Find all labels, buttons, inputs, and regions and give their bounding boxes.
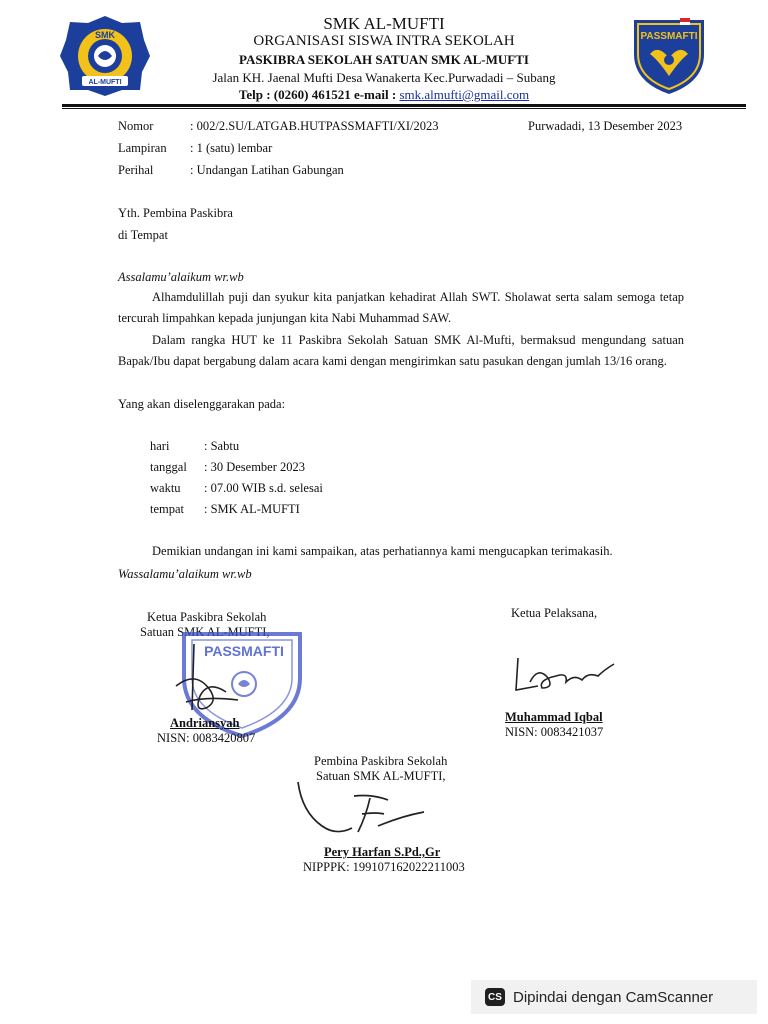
event-intro: Yang akan diselenggarakan pada:: [118, 397, 286, 411]
camscanner-text: Dipindai dengan CamScanner: [513, 988, 714, 1006]
right-signer-name: Muhammad Iqbal: [505, 710, 603, 724]
email-link[interactable]: smk.almufti@gmail.com: [399, 87, 530, 102]
paragraph-1-text: Alhamdulillah puji dan syukur kita panjatkan kehadirat Allah SWT. Sholawat serta salam semoga tetap tercurah limpahkan kepada junjungan kita Nabi Muhammad SAW.: [118, 290, 684, 325]
detail-value: : SMK AL-MUFTI: [204, 502, 300, 516]
greeting: Assalamu’alaikum wr.wb: [118, 270, 244, 284]
lampiran-value: : 1 (satu) lembar: [190, 141, 273, 155]
detail-row: [150, 481, 323, 496]
detail-value: : Sabtu: [204, 439, 240, 453]
left-signer-name: Andriansyah: [170, 716, 240, 730]
letter-date: Purwadadi, 13 Desember 2023: [528, 119, 683, 133]
nomor-value: : 002/2.SU/LATGAB.HUTPASSMAFTI/XI/2023: [190, 119, 439, 133]
center-signer-title-1: Pembina Paskibra Sekolah: [314, 754, 448, 768]
logo-right-text: PASSMAFTI: [640, 31, 698, 42]
left-signature: [166, 640, 246, 718]
detail-label: hari: [150, 439, 170, 453]
detail-label: tempat: [150, 502, 185, 516]
logo-left-top-text: SMK: [95, 30, 115, 40]
detail-value: : 30 Desember 2023: [204, 460, 306, 474]
left-signer-id: NISN: 0083420807: [157, 731, 256, 745]
school-name: SMK AL-MUFTI: [323, 14, 445, 33]
detail-label: waktu: [150, 481, 181, 495]
meta-perihal: [118, 163, 344, 178]
perihal-value: : Undangan Latihan Gabungan: [190, 163, 344, 177]
center-signer-title-2: Satuan SMK AL-MUFTI,: [316, 769, 446, 783]
camscanner-banner: [471, 980, 757, 1014]
perihal-label: Perihal: [118, 163, 154, 177]
meta-lampiran: [118, 141, 272, 156]
header-rule-thick: [62, 104, 746, 107]
phone-text: Telp : (0260) 461521 e-mail :: [238, 87, 400, 102]
detail-row: [150, 439, 239, 454]
paragraph-2: [118, 330, 684, 372]
center-signature: [292, 776, 442, 846]
detail-label: tanggal: [150, 460, 187, 474]
school-address: Jalan KH. Jaenal Mufti Desa Wanakerta Kec.Purwadadi – Subang: [212, 70, 556, 85]
lampiran-label: Lampiran: [118, 141, 167, 155]
center-signer-name: Pery Harfan S.Pd.,Gr: [324, 845, 441, 859]
detail-value: : 07.00 WIB s.d. selesai: [204, 481, 323, 495]
unit-name: PASKIBRA SEKOLAH SATUAN SMK AL-MUFTI: [239, 52, 529, 67]
detail-row: [150, 502, 300, 517]
meta-nomor: [118, 119, 439, 134]
nomor-label: Nomor: [118, 119, 154, 133]
stamp-text: PASSMAFTI: [204, 643, 284, 659]
right-signer-id: NISN: 0083421037: [505, 725, 604, 739]
closing-sentence: Demikian undangan ini kami sampaikan, atas perhatiannya kami mengucapkan terimakasih.: [152, 544, 613, 558]
paragraph-2-text: Dalam rangka HUT ke 11 Paskibra Sekolah Satuan SMK Al-Mufti, bermaksud mengundang satuan Bapak/Ibu dapat bergabung dalam acara kami dengan mengirimkan satu pasukan dengan jumlah 13/16 orang.: [118, 333, 684, 368]
contact-line: [0, 87, 768, 103]
recipient-line1: Yth. Pembina Paskibra: [118, 206, 233, 220]
center-signer-id: NIPPPK: 199107162022211003: [303, 860, 465, 874]
paragraph-1: [118, 287, 684, 329]
left-signer-title-2: Satuan SMK AL-MUFTI,: [140, 625, 270, 639]
detail-row: [150, 460, 305, 475]
organization-name: ORGANISASI SISWA INTRA SEKOLAH: [253, 33, 515, 49]
header-rule-thin: [62, 108, 746, 109]
right-signer-title: Ketua Pelaksana,: [511, 606, 598, 620]
logo-left-bottom-text: AL-MUFTI: [88, 79, 122, 86]
farewell: Wassalamu’alaikum wr.wb: [118, 567, 252, 581]
camscanner-logo-icon: CS: [485, 988, 505, 1006]
right-signature: [508, 652, 618, 698]
recipient-line2: di Tempat: [118, 228, 168, 242]
left-signer-title-1: Ketua Paskibra Sekolah: [147, 610, 267, 624]
